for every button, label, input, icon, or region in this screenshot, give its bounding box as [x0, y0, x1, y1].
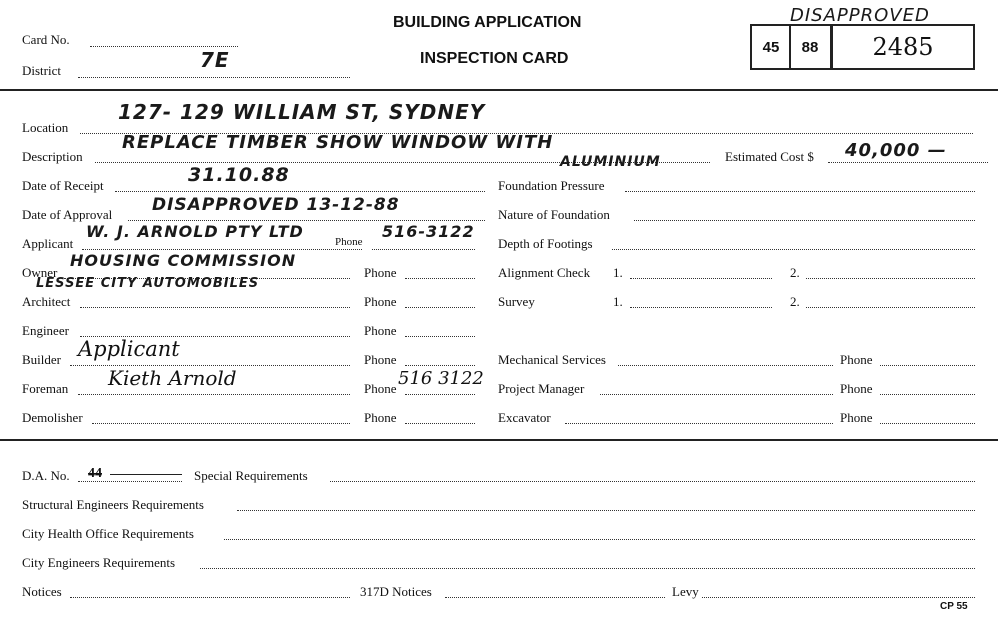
estimated-cost-value[interactable]: 40,000 —	[845, 140, 947, 161]
description-value2[interactable]: ALUMINIUM	[560, 154, 661, 170]
estimated-cost-line[interactable]	[828, 162, 988, 163]
foreman-phone-value[interactable]: 516 3122	[398, 368, 484, 389]
engineers-label: City Engineers Requirements	[22, 555, 176, 570]
survey-line1[interactable]	[630, 307, 772, 308]
title-line1: BUILDING APPLICATION	[393, 14, 582, 31]
date-receipt-line[interactable]	[115, 191, 485, 192]
foundation-pressure-line[interactable]	[625, 191, 975, 192]
box-number	[831, 24, 975, 70]
project-manager-phone-line[interactable]	[880, 394, 975, 395]
demolisher-label: Demolisher	[22, 410, 83, 425]
depth-footings-label: Depth of Footings	[498, 236, 593, 251]
mechanical-line[interactable]	[618, 365, 833, 366]
foreman-label: Foreman	[22, 381, 69, 396]
district-label: District	[22, 63, 61, 78]
lessee-value[interactable]: LESSEE CITY AUTOMOBILES	[36, 276, 260, 291]
box-number-value: 2485	[872, 33, 934, 61]
mechanical-phone-line[interactable]	[880, 365, 975, 366]
health-line[interactable]	[224, 539, 975, 540]
location-value[interactable]: 127- 129 WILLIAM ST, SYDNEY	[118, 100, 486, 124]
levy-line[interactable]	[702, 597, 975, 598]
survey-line2[interactable]	[806, 307, 975, 308]
survey-num1: 1.	[613, 294, 623, 309]
owner-phone-line[interactable]	[405, 278, 475, 279]
architect-phone-line[interactable]	[405, 307, 475, 308]
date-approval-label: Date of Approval	[22, 207, 113, 222]
box-a-value: 45	[762, 38, 780, 56]
alignment-line1[interactable]	[630, 278, 772, 279]
engineer-phone-line[interactable]	[405, 336, 475, 337]
demolisher-phone-line[interactable]	[405, 423, 475, 424]
nature-foundation-line[interactable]	[634, 220, 975, 221]
architect-line[interactable]	[80, 307, 350, 308]
card-no-label: Card No.	[22, 32, 70, 47]
structural-line[interactable]	[237, 510, 975, 511]
location-label: Location	[22, 120, 69, 135]
description-value[interactable]: REPLACE TIMBER SHOW WINDOW WITH	[122, 132, 554, 153]
notices-317d-line[interactable]	[445, 597, 665, 598]
excavator-phone-label: Phone	[840, 410, 873, 425]
box-b	[789, 24, 832, 70]
special-line[interactable]	[330, 481, 975, 482]
demolisher-line[interactable]	[92, 423, 350, 424]
district-line[interactable]	[78, 77, 350, 78]
depth-footings-line[interactable]	[612, 249, 975, 250]
excavator-line[interactable]	[565, 423, 833, 424]
applicant-value[interactable]: W. J. ARNOLD PTY LTD	[86, 222, 304, 241]
structural-label: Structural Engineers Requirements	[22, 497, 204, 512]
foreman-value[interactable]: Kieth Arnold	[108, 366, 237, 390]
architect-phone-label: Phone	[364, 294, 397, 309]
applicant-phone-value[interactable]: 516-3122	[382, 222, 475, 241]
engineer-label: Engineer	[22, 323, 69, 338]
project-manager-label: Project Manager	[498, 381, 585, 396]
owner-label: Owner	[22, 265, 58, 280]
foreman-phone-label: Phone	[364, 381, 397, 396]
disapproved-stamp: DISAPPROVED	[790, 5, 930, 26]
card-no-line[interactable]	[90, 46, 238, 47]
form-code: CP 55	[940, 601, 968, 612]
applicant-phone-label: Phone	[335, 236, 363, 248]
engineers-line[interactable]	[200, 568, 975, 569]
box-b-value: 88	[801, 38, 819, 56]
alignment-num1: 1.	[613, 265, 623, 280]
notices-label: Notices	[22, 584, 62, 599]
da-strike-line	[110, 474, 182, 475]
mechanical-phone-label: Phone	[840, 352, 873, 367]
notices-line[interactable]	[70, 597, 350, 598]
demolisher-phone-label: Phone	[364, 410, 397, 425]
project-manager-phone-label: Phone	[840, 381, 873, 396]
date-approval-line[interactable]	[128, 220, 485, 221]
special-label: Special Requirements	[194, 468, 308, 483]
builder-label: Builder	[22, 352, 61, 367]
foreman-line[interactable]	[78, 394, 350, 395]
engineer-phone-label: Phone	[364, 323, 397, 338]
builder-value[interactable]: Applicant	[78, 337, 180, 361]
excavator-label: Excavator	[498, 410, 551, 425]
notices-317d-label: 317D Notices	[360, 584, 432, 599]
builder-phone-line[interactable]	[405, 365, 475, 366]
da-value[interactable]: 44	[88, 466, 102, 481]
district-value[interactable]: 7E	[200, 48, 230, 72]
foreman-phone-line[interactable]	[405, 394, 475, 395]
owner-phone-label: Phone	[364, 265, 397, 280]
date-approval-value[interactable]: DISAPPROVED 13-12-88	[152, 195, 400, 215]
project-manager-line[interactable]	[600, 394, 833, 395]
alignment-num2: 2.	[790, 265, 800, 280]
health-label: City Health Office Requirements	[22, 526, 194, 541]
survey-num2: 2.	[790, 294, 800, 309]
date-receipt-value[interactable]: 31.10.88	[188, 164, 290, 186]
foundation-pressure-label: Foundation Pressure	[498, 178, 605, 193]
survey-label: Survey	[498, 294, 535, 309]
alignment-label: Alignment Check	[498, 265, 591, 280]
architect-label: Architect	[22, 294, 71, 309]
applicant-line[interactable]	[82, 249, 362, 250]
box-a	[750, 24, 791, 70]
excavator-phone-line[interactable]	[880, 423, 975, 424]
date-receipt-label: Date of Receipt	[22, 178, 104, 193]
alignment-line2[interactable]	[806, 278, 975, 279]
levy-label: Levy	[672, 584, 699, 599]
main-divider	[0, 439, 998, 441]
description-label: Description	[22, 149, 83, 164]
mechanical-label: Mechanical Services	[498, 352, 606, 367]
builder-phone-label: Phone	[364, 352, 397, 367]
header-divider	[0, 89, 998, 91]
nature-foundation-label: Nature of Foundation	[498, 207, 610, 222]
da-label: D.A. No.	[22, 468, 70, 483]
estimated-cost-label: Estimated Cost $	[725, 149, 814, 164]
applicant-label: Applicant	[22, 236, 74, 251]
owner-value[interactable]: HOUSING COMMISSION	[70, 251, 297, 270]
title-line2: INSPECTION CARD	[420, 50, 569, 67]
applicant-phone-line[interactable]	[372, 249, 475, 250]
